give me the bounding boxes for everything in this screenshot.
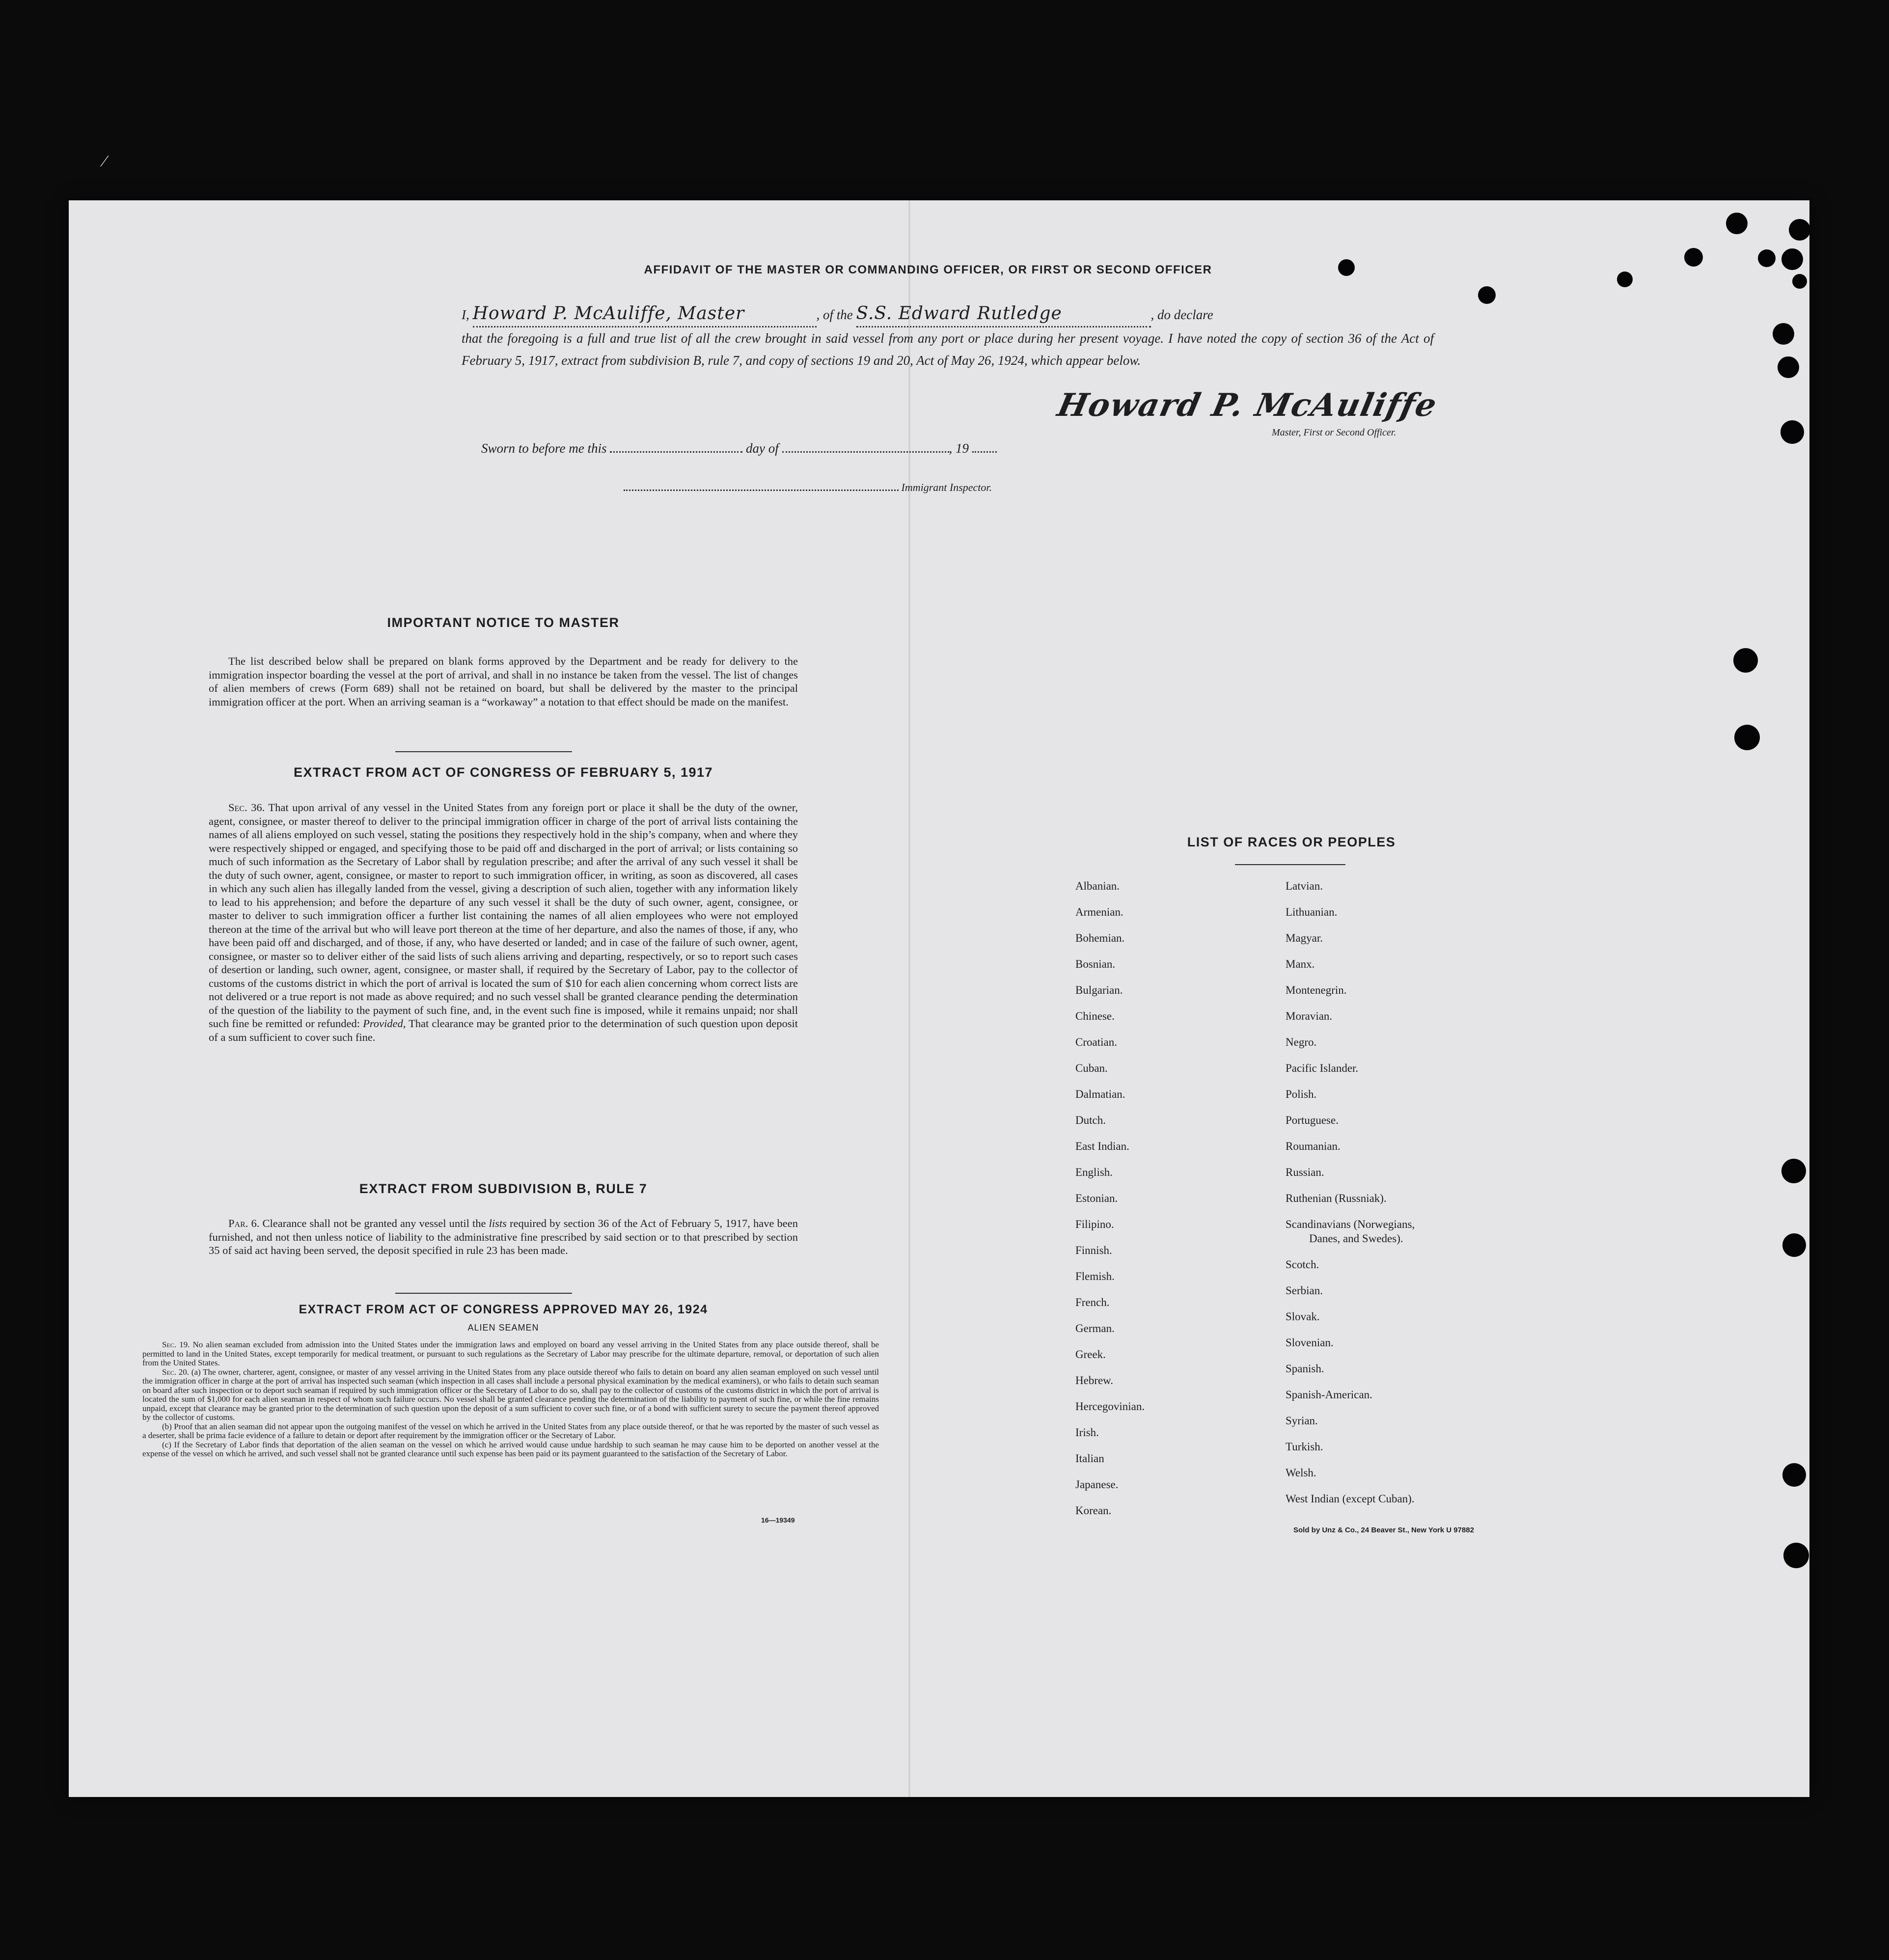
affidavit-first-line: I, Howard P. McAuliffe, Master , of the S.S. Edward Rutledge , do declare (462, 302, 1434, 327)
races-title: LIST OF RACES OR PEOPLES (1187, 835, 1396, 849)
par6-label: Par. 6. (228, 1217, 260, 1229)
fold-line (908, 200, 910, 1797)
punch-hole (1478, 286, 1496, 304)
race-item: Negro. (1286, 1036, 1317, 1048)
race-item: Manx. (1286, 958, 1315, 970)
race-item: Montenegrin. (1286, 984, 1347, 996)
seller-imprint: Sold by Unz & Co., 24 Beaver St., New York U 97882 (1293, 1526, 1474, 1534)
race-item: Spanish. (1286, 1362, 1324, 1375)
affidavit-title: AFFIDAVIT OF THE MASTER OR COMMANDING OFFICER, OR FIRST OR SECOND OFFICER (644, 263, 1212, 276)
lists-word: lists (489, 1217, 507, 1229)
sec36-tail: That clearance may be granted prior to the determination of such question upon deposit of a sum sufficient to cover such fine. (209, 1017, 798, 1043)
race-item: Syrian. (1286, 1415, 1318, 1427)
punch-hole (1773, 323, 1794, 345)
races-left-column (1075, 873, 1145, 1524)
sec36-label: Sec. 36. (228, 801, 265, 814)
extract-1924-body (142, 1340, 879, 1459)
inspector-signature-field (624, 490, 899, 491)
sworn-month-field (782, 451, 949, 453)
vessel-name-field (856, 302, 1151, 327)
race-item: East Indian. (1075, 1140, 1129, 1152)
race-item: Slovenian. (1286, 1336, 1334, 1349)
punch-hole (1778, 356, 1799, 378)
race-item: Pacific Islander. (1286, 1062, 1359, 1074)
race-item: French. (1075, 1296, 1110, 1308)
inspector-label: Immigrant Inspector. (901, 481, 992, 493)
punch-hole (1726, 213, 1748, 234)
race-item: Serbian. (1286, 1284, 1323, 1297)
document-sheet (69, 200, 1809, 1797)
sec20a-text: (a) The owner, charterer, agent, consignee, or master of any vessel arriving in the United States from any place outside thereof who fails to detain on board any alien seaman employed on such vessel until the immigration officer in charge at the port of arrival has inspected such seaman (which inspection in all cases shall include a personal physical examination by the medical examiners), or who fails to detain such seaman on board after such inspection or to deport such seaman if required by such immigration officer or the Secretary of Labor to do so, shall pay to the collector of customs of the customs district in which the port of arrival is located the sum of $1,000 for each alien seaman in respect of whom such failure occurs. No vessel shall be granted clearance pending the determination of the liability to payment of such fine, or while the fine remains unpaid, except that clearance may be granted prior to the determination of such question upon the deposit of a sum sufficient to cover such fine, or of a bond with sufficient surety to secure the payment thereof approved by the collector of customs. (142, 1367, 879, 1422)
master-name: Howard P. McAuliffe, Master (472, 303, 745, 324)
sec20b-paragraph: (b) Proof that an alien seaman did not appear upon the outgoing manifest of the vessel on which he arrived in the United States from any place outside thereof, or that he was reported by the master of such vessel as a deserter, shall be prima facie evidence of a failure to detain or deport after requirement by the immigration officer or the Secretary of Labor. (142, 1421, 879, 1440)
rule7-text-a: Clearance shall not be granted any vessel until the (262, 1217, 486, 1229)
race-item: Moravian. (1286, 1010, 1333, 1022)
race-item: Irish. (1075, 1426, 1099, 1439)
affidavit-body (462, 302, 1434, 372)
rule7-paragraph (209, 1217, 798, 1257)
race-item: Latvian. (1286, 880, 1323, 892)
race-item: Hercegovinian. (1075, 1400, 1145, 1413)
punch-hole (1792, 274, 1807, 289)
race-item: German. (1075, 1322, 1115, 1334)
rule7-text-b: required by section 36 of the Act of February 5, 1917, have been furnished, and not then unless notice of liability to the administrative fine prescribed by said section or to that prescribed by section 35 of said act having been served, the deposit specified in rule 23 has been made. (209, 1217, 798, 1256)
divider (395, 751, 572, 752)
race-item: Scotch. (1286, 1258, 1319, 1271)
sworn-day-label: day of (746, 441, 779, 456)
race-item: Bulgarian. (1075, 984, 1123, 996)
rule7-body (209, 1217, 798, 1257)
race-item: Spanish-American. (1286, 1388, 1372, 1401)
race-item: Hebrew. (1075, 1374, 1114, 1387)
inspector-line (624, 481, 992, 494)
notice-text: The list described below shall be prepared on blank forms approved by the Department and be ready for delivery to the immigration inspector boarding the vessel at the port of arrival, and shall in no instance be taken from the vessel. The list of changes of alien members of crews (Form 689) shall not be retained on board, but shall be delivered by the master to the principal immigration officer at the port. When an arriving seaman is a “workaway” a notation to that effect should be made on the manifest. (209, 655, 798, 708)
punch-hole (1780, 420, 1804, 444)
master-name-field (473, 302, 817, 327)
affidavit-do-declare: do declare (1157, 307, 1213, 322)
race-item: Croatian. (1075, 1036, 1117, 1048)
race-item: Japanese. (1075, 1478, 1119, 1491)
sworn-day-field (610, 451, 742, 453)
race-item: Russian. (1286, 1166, 1324, 1178)
affidavit-i: I, (462, 307, 469, 322)
race-item: Welsh. (1286, 1467, 1316, 1479)
divider (395, 1293, 572, 1294)
race-item: Estonian. (1075, 1192, 1118, 1204)
punch-hole (1783, 1543, 1809, 1568)
rule7-title: EXTRACT FROM SUBDIVISION B, RULE 7 (359, 1181, 648, 1196)
vessel-name: S.S. Edward Rutledge (856, 303, 1062, 324)
sec19-text: No alien seaman excluded from admission into the United States under the immigration laws and employed on board any vessel arriving in the United States from any place outside thereof, shall be permitted to land in the United States, except temporarily for medical treatment, or pursuant to such regulations as the Secretary of Labor may prescribe for the ultimate departure, removal, or deportation of such alien from the United States. (142, 1340, 879, 1367)
extract-1917-body (209, 801, 798, 1044)
affidavit-text: that the foregoing is a full and true list of all the crew brought in said vessel from any port or place during her present voyage. I have noted the copy of section 36 of the Act of February 5, 1917, extract from subdivision B, rule 7, and copy of sections 19 and 20, Act of May 26, 1924, which appear below. (462, 331, 1434, 368)
punch-hole (1781, 1159, 1806, 1183)
race-item: Korean. (1075, 1504, 1112, 1517)
punch-hole (1733, 648, 1758, 673)
race-item: Cuban. (1075, 1062, 1108, 1074)
race-item: Slovak. (1286, 1310, 1320, 1323)
race-item: Portuguese. (1286, 1114, 1339, 1126)
race-item: Polish. (1286, 1088, 1317, 1100)
sworn-year-label: , 19 (949, 441, 969, 456)
sworn-year-field (972, 451, 997, 453)
race-item: Roumanian. (1286, 1140, 1341, 1152)
race-item: Armenian. (1075, 906, 1123, 918)
punch-hole (1684, 248, 1703, 267)
margin-mark: ⁄ (103, 152, 106, 170)
sworn-line (481, 441, 997, 456)
master-signature: Howard P. McAuliffe (1054, 387, 1441, 424)
sec19-label: Sec. 19. (162, 1340, 190, 1349)
race-item: Filipino. (1075, 1218, 1114, 1230)
race-item: Ruthenian (Russniak). (1286, 1192, 1387, 1204)
notice-body (209, 654, 798, 708)
extract-1917-title: EXTRACT FROM ACT OF CONGRESS OF FEBRUARY 5, 1917 (293, 765, 713, 780)
sec20-label: Sec. 20. (162, 1367, 190, 1377)
race-item: Italian (1075, 1452, 1104, 1465)
race-item: Lithuanian. (1286, 906, 1338, 918)
race-item: West Indian (except Cuban). (1286, 1493, 1415, 1505)
race-item: Turkish. (1286, 1441, 1323, 1453)
sec36-paragraph (209, 801, 798, 1044)
punch-hole (1789, 219, 1810, 241)
provided-word: Provided, (363, 1017, 406, 1030)
punch-hole (1782, 1463, 1806, 1487)
race-item: English. (1075, 1166, 1113, 1178)
sec20c-paragraph: (c) If the Secretary of Labor finds that deportation of the alien seaman on the vessel on which he arrived would cause undue hardship to such seaman he may cause him to be deported on another vessel at the expense of the vessel on which he arrived, and such vessel shall not be granted clearance until such expense has been paid or its payment guaranteed to the satisfaction of the Secretary of Labor. (142, 1440, 879, 1458)
punch-hole (1758, 249, 1776, 267)
race-item: Bohemian. (1075, 932, 1125, 944)
punch-hole (1781, 248, 1803, 270)
races-right-column (1286, 873, 1415, 1512)
signature-caption: Master, First or Second Officer. (1272, 427, 1396, 438)
race-item: Scandinavians (Norwegians, (1286, 1218, 1415, 1230)
sec19-paragraph (142, 1340, 879, 1368)
race-item: Danes, and Swedes). (1309, 1232, 1403, 1245)
race-item: Chinese. (1075, 1010, 1115, 1022)
sec20a-paragraph (142, 1368, 879, 1422)
punch-hole (1734, 725, 1760, 750)
notice-title: IMPORTANT NOTICE TO MASTER (387, 615, 620, 630)
race-item: Finnish. (1075, 1244, 1112, 1256)
extract-1924-title: EXTRACT FROM ACT OF CONGRESS APPROVED MAY 26, 1924 (299, 1303, 708, 1316)
race-item: Flemish. (1075, 1270, 1115, 1282)
race-item: Albanian. (1075, 880, 1120, 892)
race-item: Greek. (1075, 1348, 1106, 1361)
sworn-prefix: Sworn to before me this (481, 441, 607, 456)
sec36-text: That upon arrival of any vessel in the United States from any foreign port or place it shall be the duty of the owner, agent, consignee, or master thereof to deliver to the principal immigration officer in charge of the port of arrival lists containing the names of all aliens employed on such vessel, stating the positions they respectively hold in the ship’s company, when and where they were respectively shipped or engaged, and specifying those to be paid off and discharged in the port of arrival; or lists containing so much of such information as the Secretary of Labor shall by regulation prescribe; and after the arrival of any such vessel it shall be the duty of such owner, agent, consignee, or master to report to such immigration officer, in writing, as soon as discovered, all cases in which any such alien has illegally landed from the vessel, giving a description of such alien, together with any information likely to lead to his apprehension; and before the departure of any such vessel it shall be the duty of such owner, agent, consignee, or master to deliver to such immigration officer a further list containing the names of all alien employees who were not employed thereon at the time of the arrival but who will leave port thereon at the time of her departure, and also the names of those, if any, who have been paid off and discharged, and of those, if any, who have deserted or landed; and in case of the failure of such owner, agent, consignee, or master so to deliver either of the said lists of such aliens arriving and departing, respectively, or so to report such cases of desertion or landing, such owner, agent, consignee, or master shall, if required by the Secretary of Labor, pay to the collector of customs of the customs district in which the port of arrival is located the sum of $10 for each alien concerning whom correct lists are not delivered or a true report is not made as above required; and no such vessel shall be granted clearance pending the determination of the question of the liability to the payment of such fine, and, in the event such fine is imposed, while it remains unpaid; nor shall such fine be remitted or refunded: (209, 801, 798, 1030)
race-item: Dalmatian. (1075, 1088, 1125, 1100)
punch-hole (1782, 1233, 1806, 1257)
race-item: Dutch. (1075, 1114, 1106, 1126)
affidavit-of-the: of the (823, 307, 853, 322)
form-number: 16—19349 (761, 1516, 795, 1524)
divider (1235, 864, 1345, 865)
race-item: Magyar. (1286, 932, 1323, 944)
alien-seamen-subtitle: ALIEN SEAMEN (467, 1323, 539, 1333)
race-item: Bosnian. (1075, 958, 1116, 970)
